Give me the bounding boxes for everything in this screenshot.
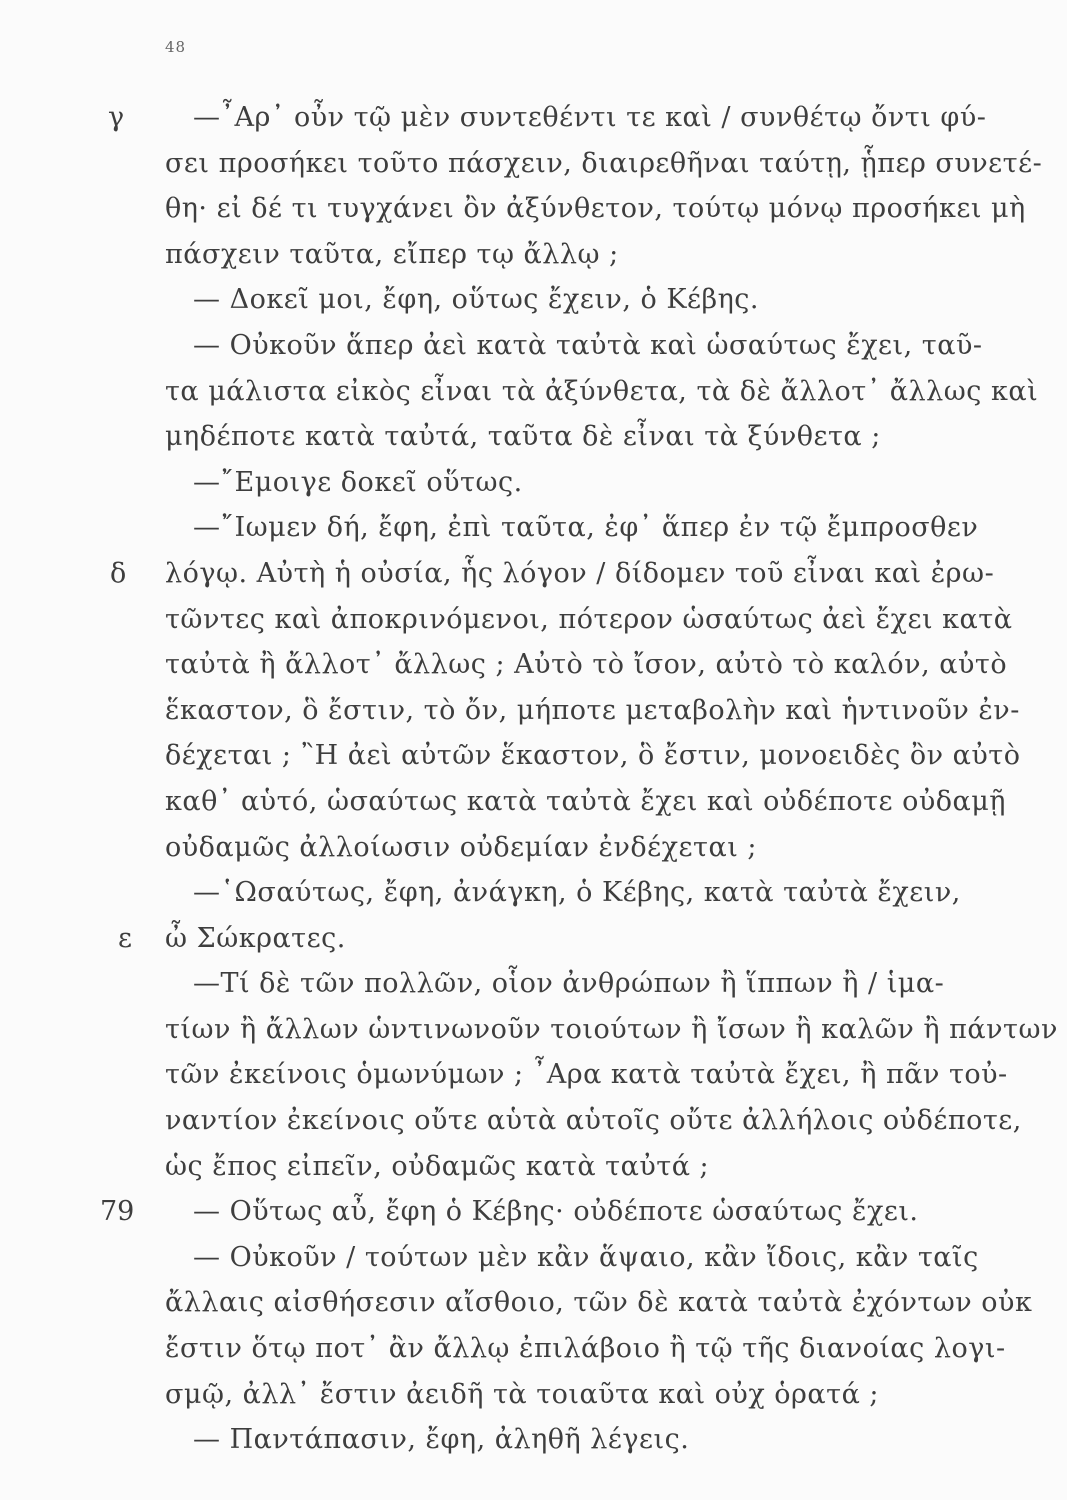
text-line: καθ᾿ αὑτό, ὡσαύτως κατὰ ταὐτὰ ἔχει καὶ οὐδέποτε οὐδαμῇ	[165, 785, 1006, 817]
text-line: τῶντες καὶ ἀποκρινόμενοι, πότερον ὡσαύτως ἀεὶ ἔχει κατὰ	[165, 603, 1013, 635]
text-line: —῎Ιωμεν δή, ἔφη, ἐπὶ ταῦτα, ἐφ᾿ ἅπερ ἐν τῷ ἔμπροσθεν	[193, 512, 979, 544]
text-line: —῾Ωσαύτως, ἔφη, ἀνάγκη, ὁ Κέβης, κατὰ ταὐτὰ ἔχειν,	[193, 877, 961, 909]
text-line: θη· εἰ δέ τι τυγχάνει ὂν ἀξύνθετον, τούτῳ μόνῳ προσήκει μὴ	[165, 193, 1026, 225]
margin-marker-stephanus-79: 79	[100, 1196, 135, 1227]
text-line: ναντίον ἐκείνοις οὔτε αὑτὰ αὑτοῖς οὔτε ἀλλήλοις οὐδέποτε,	[165, 1105, 1022, 1137]
text-line: τῶν ἐκείνοις ὁμωνύμων ; ῏Αρα κατὰ ταὐτὰ ἔχει, ἢ πᾶν τοὐ-	[165, 1059, 1008, 1091]
text-line: ταὐτὰ ἢ ἄλλοτ᾿ ἄλλως ; Αὐτὸ τὸ ἴσον, αὐτὸ τὸ καλόν, αὐτὸ	[165, 649, 1008, 681]
text-line: ἔστιν ὅτῳ ποτ᾿ ἂν ἄλλῳ ἐπιλάβοιο ἢ τῷ τῆς διανοίας λογι-	[165, 1333, 1006, 1365]
text-line: — Οὐκοῦν ἅπερ ἀεὶ κατὰ ταὐτὰ καὶ ὡσαύτως ἔχει, ταῦ-	[193, 329, 983, 361]
text-line: λόγῳ. Αὐτὴ ἡ οὐσία, ἧς λόγον / δίδομεν τοῦ εἶναι καὶ ἐρω-	[165, 557, 995, 589]
text-line: — Παντάπασιν, ἔφη, ἀληθῆ λέγεις.	[193, 1424, 690, 1456]
text-line: ὦ Σώκρατες.	[165, 922, 346, 954]
text-line: τίων ἢ ἄλλων ὡντινωνοῦν τοιούτων ἢ ἴσων ἢ καλῶν ἢ πάντων	[165, 1013, 1058, 1045]
margin-marker-epsilon: ε	[118, 923, 132, 954]
page-number: 48	[165, 38, 187, 56]
text-line: — Δοκεῖ μοι, ἔφη, οὕτως ἔχειν, ὁ Κέβης.	[193, 284, 759, 316]
text-line: —Τί δὲ τῶν πολλῶν, οἷον ἀνθρώπων ἢ ἵππων ἢ / ἱμα-	[193, 968, 945, 1000]
text-line: μηδέποτε κατὰ ταὐτά, ταῦτα δὲ εἶναι τὰ ξύνθετα ;	[165, 421, 881, 453]
text-line: τα μάλιστα εἰκὸς εἶναι τὰ ἀξύνθετα, τὰ δὲ ἄλλοτ᾿ ἄλλως καὶ	[165, 375, 1039, 407]
text-line: —῏Αρ᾿ οὖν τῷ μὲν συντεθέντι τε καὶ / συνθέτῳ ὄντι φύ-	[193, 102, 987, 133]
text-line: —῎Εμοιγε δοκεῖ οὕτως.	[193, 466, 523, 498]
text-line: δέχεται ; ῍Η ἀεὶ αὐτῶν ἕκαστον, ὃ ἔστιν, μονοειδὲς ὂν αὐτὸ	[165, 740, 1021, 772]
text-line: — Οὕτως αὖ, ἔφη ὁ Κέβης· οὐδέποτε ὡσαύτως ἔχει.	[193, 1196, 919, 1228]
greek-text-body	[165, 95, 1058, 1463]
text-line: σμῷ, ἀλλ᾿ ἔστιν ἀειδῆ τὰ τοιαῦτα καὶ οὐχ ὁρατά ;	[165, 1378, 879, 1410]
text-line: ἕκαστον, ὃ ἔστιν, τὸ ὄν, μήποτε μεταβολὴν καὶ ἡντινοῦν ἐν-	[165, 694, 1020, 726]
text-line: πάσχειν ταῦτα, εἴπερ τῳ ἄλλῳ ;	[165, 238, 619, 270]
text-line: ἄλλαις αἰσθήσεσιν αἴσθοιο, τῶν δὲ κατὰ ταὐτὰ ἐχόντων οὐκ	[165, 1287, 1033, 1319]
text-line: ὡς ἔπος εἰπεῖν, οὐδαμῶς κατὰ ταὐτά ;	[165, 1150, 710, 1182]
text-line: — Οὐκοῦν / τούτων μὲν κἂν ἅψαιο, κἂν ἴδοις, κἂν ταῖς	[193, 1241, 979, 1273]
margin-marker-gamma: γ	[108, 102, 125, 133]
text-line: οὐδαμῶς ἀλλοίωσιν οὐδεμίαν ἐνδέχεται ;	[165, 831, 757, 863]
text-line: σει προσήκει τοῦτο πάσχειν, διαιρεθῆναι ταύτῃ, ᾗπερ συνετέ-	[165, 147, 1043, 179]
margin-marker-delta: δ	[110, 558, 127, 589]
